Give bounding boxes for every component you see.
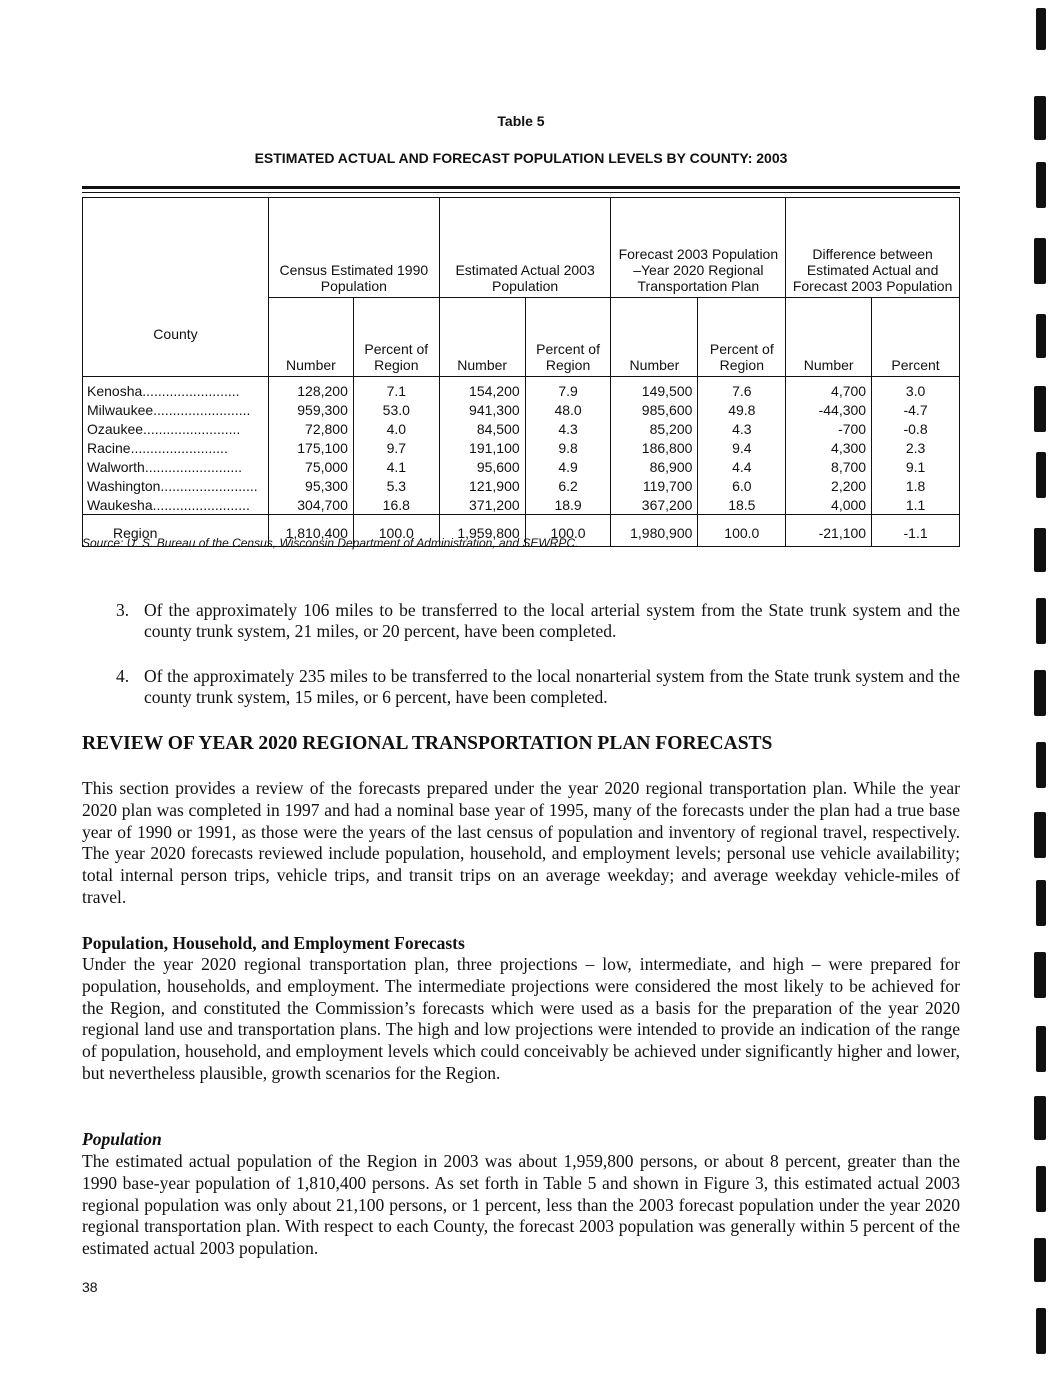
value-cell: -44,300: [786, 400, 872, 419]
edge-mark: [1036, 1308, 1046, 1354]
value-cell: 7.6: [698, 377, 786, 401]
edge-mark: [1036, 1166, 1046, 1212]
group-header: Forecast 2003 Population –Year 2020 Regional Transportation Plan: [611, 198, 786, 298]
edge-mark: [1034, 238, 1046, 284]
value-cell: 86,900: [611, 457, 698, 476]
county-cell: Washington.........................: [83, 476, 269, 495]
value-cell: 100.0: [525, 515, 611, 547]
county-cell: Kenosha.........................: [83, 377, 269, 401]
value-cell: 1.1: [872, 495, 960, 515]
value-cell: 941,300: [439, 400, 525, 419]
value-cell: 4.3: [525, 419, 611, 438]
value-cell: -21,100: [786, 515, 872, 547]
edge-mark: [1036, 742, 1046, 788]
list-item-number: 3.: [116, 600, 130, 620]
county-cell: Region: [83, 515, 269, 547]
value-cell: 119,700: [611, 476, 698, 495]
table-row: [83, 400, 960, 419]
county-cell: Racine.........................: [83, 438, 269, 457]
value-cell: 75,000: [268, 457, 353, 476]
table-row: [83, 457, 960, 476]
county-cell: Walworth.........................: [83, 457, 269, 476]
edge-mark: [1034, 1238, 1046, 1282]
population-paragraph: The estimated actual population of the Region in 2003 was about 1,959,800 persons, or about 8 percent, greater than the 1990 base-year population of 1,810,400 persons. As set forth in Table 5 and shown in Figure 3, this estimated actual 2003 regional population was only about 21,100 persons, or 1 percent, less than the 2003 forecast population under the year 2020 regional transportation plan. With respect to each County, the forecast 2003 population was generally within 5 percent of the estimated actual 2003 population.: [82, 1151, 960, 1259]
county-header: County: [153, 325, 198, 342]
table-row: [83, 495, 960, 515]
table-row: [83, 419, 960, 438]
page-number: 38: [82, 1279, 98, 1295]
population-table: [82, 197, 960, 547]
table-top-rule-thin: [82, 192, 960, 193]
sub-header: Number: [439, 297, 525, 376]
value-cell: 1,959,800: [439, 515, 525, 547]
value-cell: 85,200: [611, 419, 698, 438]
subheading-population: Population: [82, 1129, 162, 1149]
value-cell: 959,300: [268, 400, 353, 419]
edge-mark: [1034, 670, 1046, 716]
value-cell: 16.8: [353, 495, 439, 515]
section-heading: REVIEW OF YEAR 2020 REGIONAL TRANSPORTATION PLAN FORECASTS: [82, 733, 773, 754]
value-cell: 4.0: [353, 419, 439, 438]
value-cell: 4.1: [353, 457, 439, 476]
value-cell: 371,200: [439, 495, 525, 515]
edge-mark: [1036, 598, 1046, 644]
edge-mark: [1034, 952, 1046, 998]
edge-mark: [1034, 1096, 1046, 1140]
value-cell: -700: [786, 419, 872, 438]
value-cell: 3.0: [872, 377, 960, 401]
sub-header: Percent: [872, 297, 960, 376]
section-paragraph: This section provides a review of the forecasts prepared under the year 2020 regional transportation plan. While the year 2020 plan was completed in 1997 and had a nominal base year of 1995, many of the forecasts under the plan had a true base year of 1990 or 1991, as those were the years of the last census of population and inventory of regional travel, respectively. The year 2020 forecasts reviewed include population, household, and employment levels; personal use vehicle availability; total internal person trips, vehicle trips, and transit trips on an average weekday; and average weekday vehicle-miles of travel.: [82, 778, 960, 907]
value-cell: 4.4: [698, 457, 786, 476]
value-cell: 154,200: [439, 377, 525, 401]
value-cell: 53.0: [353, 400, 439, 419]
value-cell: 1.8: [872, 476, 960, 495]
forecasts-paragraph: Under the year 2020 regional transportation plan, three projections – low, intermediate, and high – were prepared for population, households, and employment. The intermediate projections were considered the most likely to be achieved for the Region, and constituted the Commission’s forecasts which were used as a basis for the preparation of the year 2020 regional land use and transportation plans. The high and low projections were intended to provide an indication of the range of population, household, and employment levels which could conceivably be achieved under significantly higher and lower, but nevertheless plausible, growth scenarios for the Region.: [82, 954, 960, 1083]
value-cell: 186,800: [611, 438, 698, 457]
table-top-rule: [82, 186, 960, 189]
value-cell: 191,100: [439, 438, 525, 457]
list-item: [116, 600, 960, 642]
value-cell: 18.9: [525, 495, 611, 515]
value-cell: 7.9: [525, 377, 611, 401]
list-item-text: Of the approximately 235 miles to be transferred to the local nonarterial system from the State trunk system and the county trunk system, 15 miles, or 6 percent, have been completed.: [144, 666, 960, 707]
table-row: [83, 438, 960, 457]
edge-mark: [1036, 880, 1046, 926]
value-cell: 4.9: [525, 457, 611, 476]
value-cell: -4.7: [872, 400, 960, 419]
sub-header: Percent of Region: [353, 297, 439, 376]
value-cell: 175,100: [268, 438, 353, 457]
value-cell: 18.5: [698, 495, 786, 515]
value-cell: 1,980,900: [611, 515, 698, 547]
value-cell: 4,000: [786, 495, 872, 515]
edge-mark: [1036, 8, 1046, 50]
value-cell: 2,200: [786, 476, 872, 495]
county-cell: Waukesha.........................: [83, 495, 269, 515]
value-cell: 121,900: [439, 476, 525, 495]
sub-header: Number: [786, 297, 872, 376]
value-cell: 149,500: [611, 377, 698, 401]
county-cell: Ozaukee.........................: [83, 419, 269, 438]
value-cell: 9.7: [353, 438, 439, 457]
value-cell: 9.4: [698, 438, 786, 457]
value-cell: 9.1: [872, 457, 960, 476]
value-cell: 7.1: [353, 377, 439, 401]
value-cell: 5.3: [353, 476, 439, 495]
subheading-forecasts: Population, Household, and Employment Forecasts: [82, 933, 465, 953]
value-cell: 100.0: [698, 515, 786, 547]
value-cell: 6.2: [525, 476, 611, 495]
value-cell: 2.3: [872, 438, 960, 457]
group-header: Estimated Actual 2003 Population: [439, 198, 611, 298]
value-cell: 95,600: [439, 457, 525, 476]
table-source-note: Source: U. S. Bureau of the Census, Wisconsin Department of Administration, and SEWRPC.: [82, 536, 579, 550]
value-cell: 367,200: [611, 495, 698, 515]
group-header: Census Estimated 1990 Population: [268, 198, 439, 298]
value-cell: 48.0: [525, 400, 611, 419]
county-cell: Milwaukee.........................: [83, 400, 269, 419]
sub-header: Percent of Region: [525, 297, 611, 376]
edge-mark: [1034, 528, 1046, 572]
value-cell: -0.8: [872, 419, 960, 438]
edge-mark: [1036, 162, 1046, 208]
value-cell: 49.8: [698, 400, 786, 419]
edge-mark: [1036, 1026, 1046, 1072]
value-cell: 4,300: [786, 438, 872, 457]
list-item-number: 4.: [116, 666, 130, 686]
value-cell: 4.3: [698, 419, 786, 438]
edge-mark: [1034, 96, 1046, 140]
value-cell: 84,500: [439, 419, 525, 438]
list-item: [116, 666, 960, 708]
list-item-text: Of the approximately 106 miles to be transferred to the local arterial system from the State trunk system and the county trunk system, 21 miles, or 20 percent, have been completed.: [144, 600, 960, 641]
edge-mark: [1034, 812, 1046, 858]
value-cell: 985,600: [611, 400, 698, 419]
table-row: [83, 377, 960, 401]
value-cell: 8,700: [786, 457, 872, 476]
value-cell: 1,810,400: [268, 515, 353, 547]
value-cell: 6.0: [698, 476, 786, 495]
sub-header: Percent of Region: [698, 297, 786, 376]
table-row: [83, 476, 960, 495]
sub-header: Number: [268, 297, 353, 376]
edge-mark: [1036, 452, 1046, 498]
county-header-cell: [83, 198, 269, 377]
table-caption: Table 5: [497, 113, 545, 129]
value-cell: 128,200: [268, 377, 353, 401]
edge-mark: [1034, 386, 1046, 432]
group-header: Difference between Estimated Actual and Forecast 2003 Population: [786, 198, 960, 298]
edge-mark: [1036, 314, 1046, 358]
value-cell: 95,300: [268, 476, 353, 495]
value-cell: 72,800: [268, 419, 353, 438]
value-cell: 9.8: [525, 438, 611, 457]
table-title: ESTIMATED ACTUAL AND FORECAST POPULATION LEVELS BY COUNTY: 2003: [254, 150, 788, 166]
value-cell: 100.0: [353, 515, 439, 547]
value-cell: 4,700: [786, 377, 872, 401]
value-cell: 304,700: [268, 495, 353, 515]
sub-header: Number: [611, 297, 698, 376]
value-cell: -1.1: [872, 515, 960, 547]
